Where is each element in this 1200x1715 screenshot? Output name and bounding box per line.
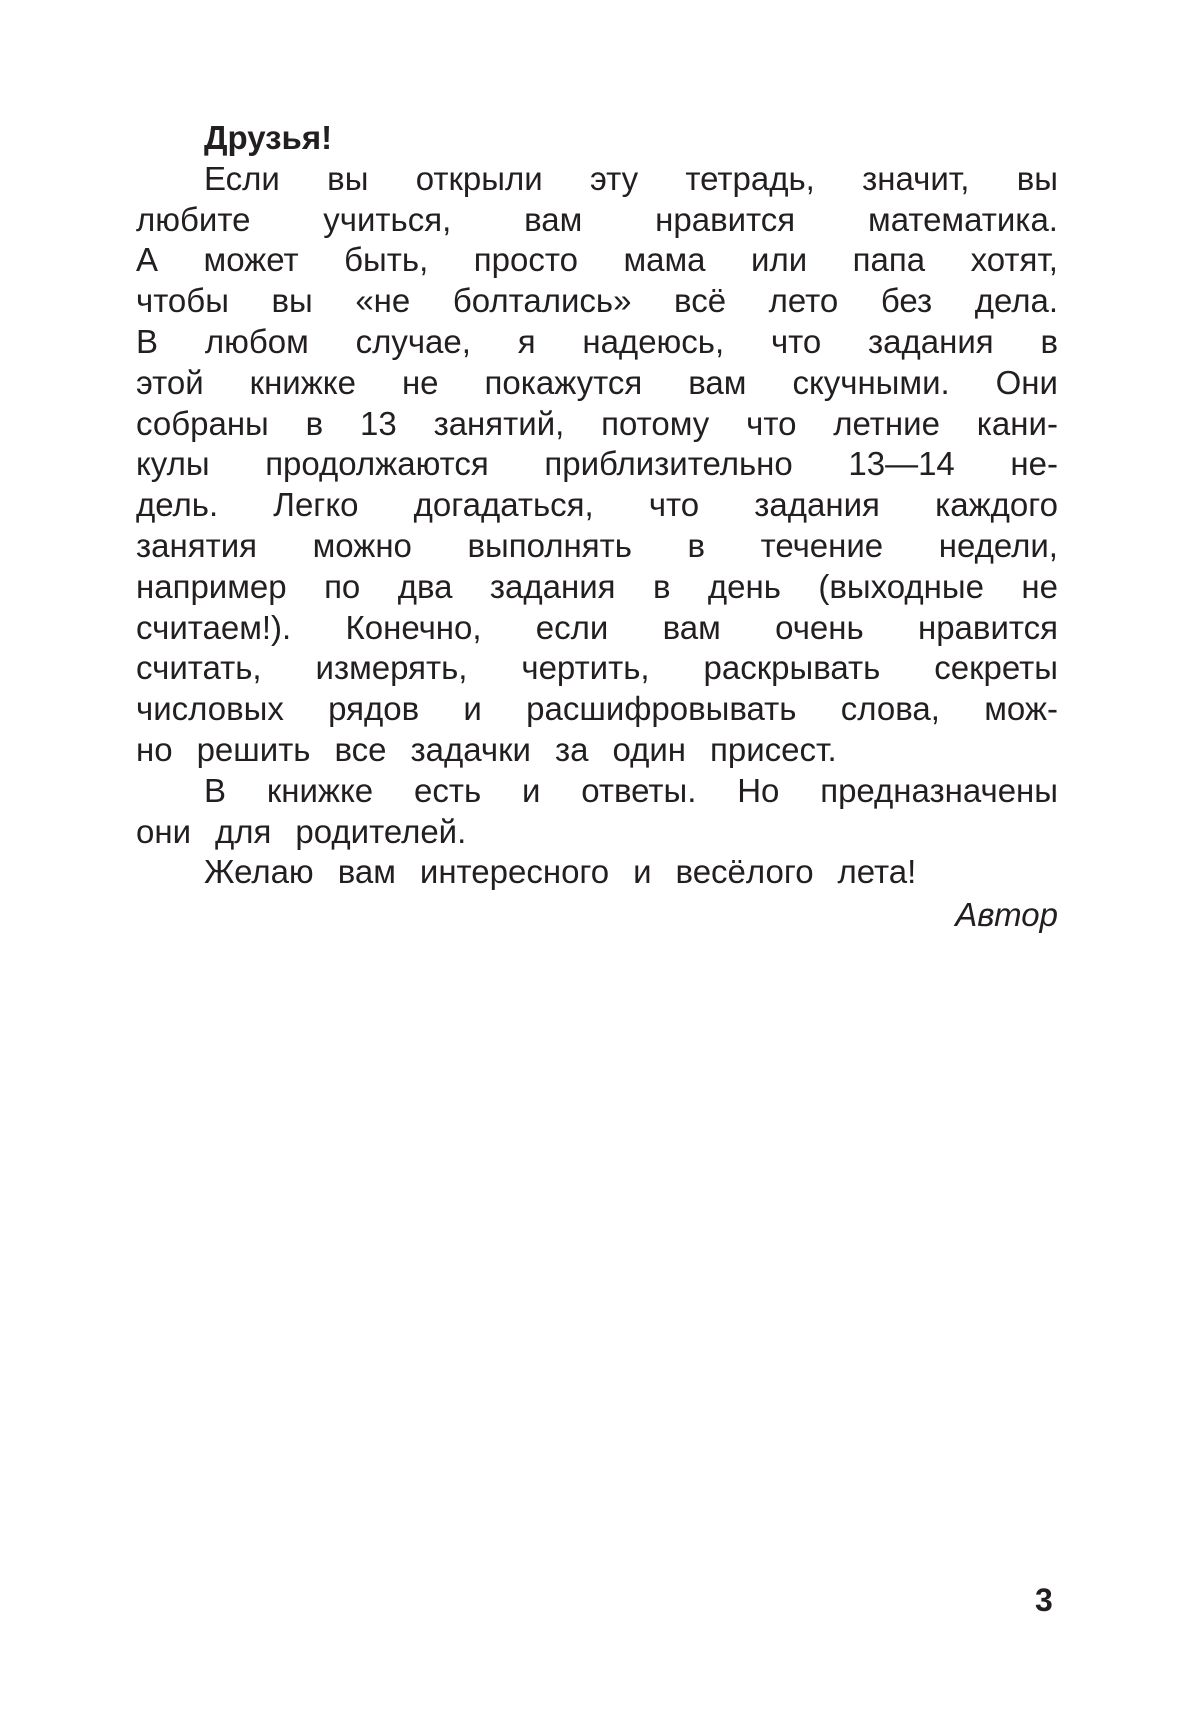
text-line: этой книжке не покажутся вам скучными. Они: [136, 363, 1058, 401]
text-line: занятия можно выполнять в течение недели,: [136, 527, 1058, 564]
text-line: собраны в 13 занятий, потому что летние кани-: [136, 404, 1058, 442]
text-line: чтобы вы «не болтались» всё лето без дела.: [136, 282, 1058, 320]
text-line: В книжке есть и ответы. Но предназначены: [204, 771, 1058, 809]
text-line: А может быть, просто мама или папа хотят,: [136, 241, 1058, 279]
text-line: любите учиться, вам нравится математика.: [136, 200, 1058, 238]
author-signature: Автор: [955, 896, 1058, 934]
text-line: например по два задания в день (выходные не: [136, 567, 1058, 605]
page-heading: Друзья!: [204, 119, 333, 156]
text-line: дель. Легко догадаться, что задания каждого: [136, 486, 1058, 524]
text-line: но решить все задачки за один присест.: [136, 731, 837, 768]
page-number: 3: [1035, 1582, 1053, 1618]
text-line: считаем!). Конечно, если вам очень нравится: [136, 608, 1058, 646]
text-line: они для родителей.: [136, 812, 467, 850]
text-line: числовых рядов и расшифровывать слова, мож-: [136, 690, 1058, 728]
text-line: В любом случае, я надеюсь, что задания в: [136, 323, 1058, 360]
text-line: считать, измерять, чертить, раскрывать секреты: [136, 649, 1058, 687]
text-line: Если вы открыли эту тетрадь, значит, вы: [204, 159, 1058, 197]
text-line: кулы продолжаются приблизительно 13—14 не-: [136, 445, 1058, 483]
text-line: Желаю вам интересного и весёлого лета!: [204, 853, 917, 891]
